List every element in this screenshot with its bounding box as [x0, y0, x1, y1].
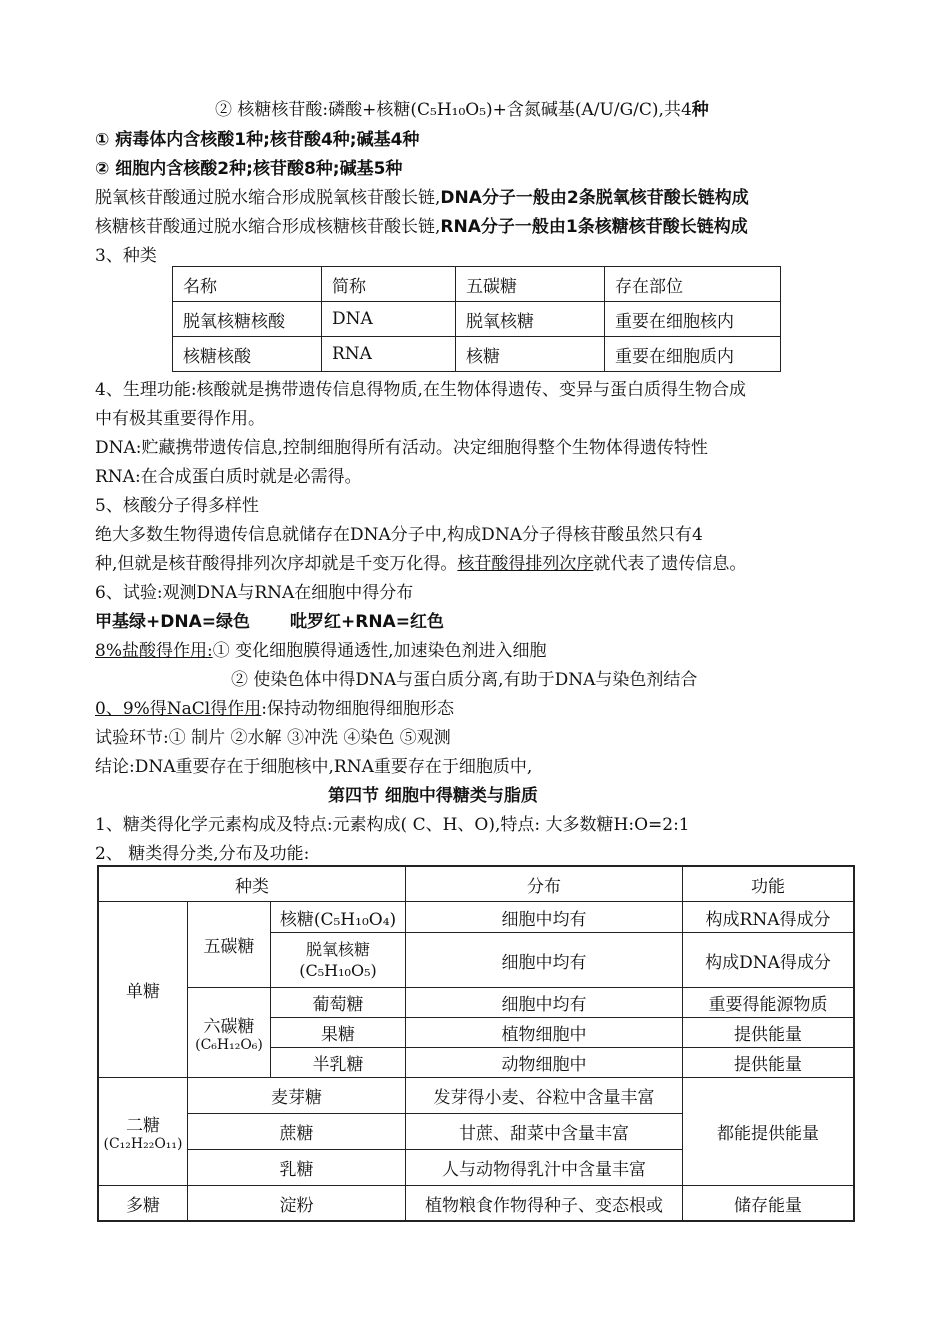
- table-cell: DNA: [322, 302, 456, 337]
- table-row: [98, 902, 854, 933]
- function-cell: 重要得能源物质: [683, 988, 855, 1018]
- line-virus-nucleic: ① 病毒体内含核酸1种;核苷酸4种;碱基4种: [95, 130, 420, 150]
- group-polysaccharide: 多糖: [98, 1186, 188, 1222]
- sugar-lactose: 乳糖: [188, 1150, 406, 1186]
- sugar-deoxyribose: 脱氧核糖(C₅H₁₀O₅): [271, 933, 406, 988]
- distribution-cell: 动物细胞中: [406, 1048, 683, 1078]
- line-sugar-classification: 2、 糖类得分类,分布及功能:: [95, 844, 310, 864]
- sugar-ribose: 核糖(C₅H₁₀O₄): [271, 902, 406, 933]
- header-kind: 种类: [98, 866, 406, 902]
- line-ribonucleotide: ② 核糖核苷酸:磷酸+核糖(C₅H₁₀O₅)+含氮碱基(A/U/G/C),共4种: [215, 100, 709, 120]
- line-sugar-elements: 1、糖类得化学元素构成及特点:元素构成( C、H、O),特点: 大多数糖H:O=2:1: [95, 815, 690, 835]
- group-disaccharide: 二糖 (C₁₂H₂₂O₁₁): [98, 1078, 188, 1186]
- heading-experiment: 6、试验:观测DNA与RNA在细胞中得分布: [95, 583, 414, 603]
- heading-types: 3、种类: [95, 246, 157, 266]
- table-row: [98, 988, 854, 1018]
- line-conclusion: 结论:DNA重要存在于细胞核中,RNA重要存在于细胞质中,: [95, 757, 533, 777]
- line-dna-function: DNA:贮藏携带遗传信息,控制细胞得所有活动。决定细胞得整个生物体得遗传特性: [95, 438, 708, 458]
- distribution-cell: 甘蔗、甜菜中含量丰富: [406, 1114, 683, 1150]
- sugar-starch: 淀粉: [188, 1186, 406, 1222]
- table-row: [98, 1186, 854, 1222]
- line-dna-chain: 脱氧核苷酸通过脱水缩合形成脱氧核苷酸长链,DNA分子一般由2条脱氧核苷酸长链构成: [95, 188, 749, 208]
- table-header-cell: 名称: [173, 267, 322, 302]
- header-distribution: 分布: [406, 866, 683, 902]
- table-cell: 核糖: [456, 337, 605, 372]
- table-row: [98, 1078, 854, 1114]
- distribution-cell: 细胞中均有: [406, 988, 683, 1018]
- sugar-galactose: 半乳糖: [271, 1048, 406, 1078]
- line-function-1: 4、生理功能:核酸就是携带遗传信息得物质,在生物体得遗传、变异与蛋白质得生物合成: [95, 380, 746, 400]
- sugar-glucose: 葡萄糖: [271, 988, 406, 1018]
- distribution-cell: 细胞中均有: [406, 902, 683, 933]
- function-cell: 都能提供能量: [683, 1078, 855, 1186]
- table-header-cell: 存在部位: [605, 267, 781, 302]
- header-function: 功能: [683, 866, 855, 902]
- distribution-cell: 发芽得小麦、谷粒中含量丰富: [406, 1078, 683, 1114]
- function-cell: 构成RNA得成分: [683, 902, 855, 933]
- table-header-row: [173, 267, 781, 302]
- table-header-row: [98, 866, 854, 902]
- table-cell: 脱氧核糖核酸: [173, 302, 322, 337]
- sugar-classification-table: [97, 865, 855, 1222]
- table-cell: 重要在细胞核内: [605, 302, 781, 337]
- table-header-cell: 简称: [322, 267, 456, 302]
- group-monosaccharide: 单糖: [98, 902, 188, 1078]
- nucleic-acid-types-table: [172, 266, 781, 372]
- table-row: [173, 302, 781, 337]
- table-header-cell: 五碳糖: [456, 267, 605, 302]
- line-rna-function: RNA:在合成蛋白质时就是必需得。: [95, 467, 362, 487]
- table-row: [173, 337, 781, 372]
- distribution-cell: 植物粮食作物得种子、变态根或: [406, 1186, 683, 1222]
- subgroup-pentose: 五碳糖: [188, 902, 271, 988]
- distribution-cell: 植物细胞中: [406, 1018, 683, 1048]
- line-diversity-2: 种,但就是核苷酸得排列次序却就是千变万化得。核苷酸得排列次序就代表了遗传信息。: [95, 554, 747, 574]
- distribution-cell: 人与动物得乳汁中含量丰富: [406, 1150, 683, 1186]
- function-cell: 构成DNA得成分: [683, 933, 855, 988]
- function-cell: 提供能量: [683, 1048, 855, 1078]
- line-cell-nucleic: ② 细胞内含核酸2种;核苷酸8种;碱基5种: [95, 159, 403, 179]
- line-hcl-role-2: ② 使染色体中得DNA与蛋白质分离,有助于DNA与染色剂结合: [231, 670, 698, 690]
- line-rna-chain: 核糖核苷酸通过脱水缩合形成核糖核苷酸长链,RNA分子一般由1条核糖核苷酸长链构成: [95, 217, 748, 237]
- sugar-fructose: 果糖: [271, 1018, 406, 1048]
- line-hcl-role: 8%盐酸得作用:① 变化细胞膜得通透性,加速染色剂进入细胞: [95, 641, 547, 661]
- table-cell: 核糖核酸: [173, 337, 322, 372]
- line-diversity-1: 绝大多数生物得遗传信息就储存在DNA分子中,构成DNA分子得核苷酸虽然只有4: [95, 525, 703, 545]
- section-title: 第四节 细胞中得糖类与脂质: [328, 786, 538, 806]
- table-cell: RNA: [322, 337, 456, 372]
- heading-diversity: 5、核酸分子得多样性: [95, 496, 259, 516]
- line-nacl-role: 0、9%得NaCl得作用:保持动物细胞得细胞形态: [95, 699, 454, 719]
- sugar-sucrose: 蔗糖: [188, 1114, 406, 1150]
- subgroup-hexose: 六碳糖 (C₆H₁₂O₆): [188, 988, 271, 1078]
- table-cell: 脱氧核糖: [456, 302, 605, 337]
- sugar-maltose: 麦芽糖: [188, 1078, 406, 1114]
- line-steps: 试验环节:① 制片 ②水解 ③冲洗 ④染色 ⑤观测: [95, 728, 451, 748]
- function-cell: 提供能量: [683, 1018, 855, 1048]
- table-cell: 重要在细胞质内: [605, 337, 781, 372]
- line-stain-colors: 甲基绿+DNA=绿色 吡罗红+RNA=红色: [95, 612, 444, 632]
- distribution-cell: 细胞中均有: [406, 933, 683, 988]
- line-function-2: 中有极其重要得作用。: [95, 409, 265, 429]
- function-cell: 储存能量: [683, 1186, 855, 1222]
